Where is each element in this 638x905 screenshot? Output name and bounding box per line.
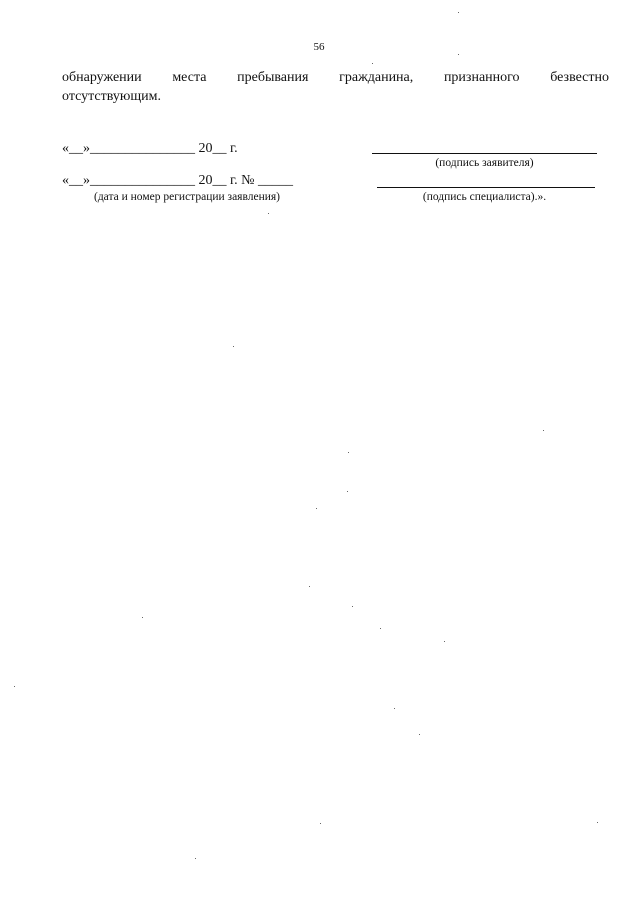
scan-speck [14, 686, 15, 687]
scan-speck [543, 430, 544, 431]
scan-speck [458, 12, 459, 13]
page-number: 56 [313, 41, 325, 53]
scan-speck [320, 823, 321, 824]
scan-speck [233, 346, 234, 347]
scan-speck [142, 617, 143, 618]
applicant-signature-line [372, 153, 597, 154]
specialist-signature-caption: (подпись специалиста).». [422, 191, 547, 203]
scan-speck [394, 708, 395, 709]
date-line-1: «__»_______________ 20__ г. [62, 141, 238, 156]
scan-speck [372, 63, 373, 64]
scan-speck [309, 586, 310, 587]
paragraph-line-1 [62, 68, 609, 87]
date-registration-caption: (дата и номер регистрации заявления) [93, 191, 281, 203]
scan-speck [348, 452, 349, 453]
word: места [172, 70, 207, 85]
applicant-signature-caption: (подпись заявителя) [435, 157, 534, 169]
scan-speck [419, 734, 420, 735]
date-line-2: «__»_______________ 20__ г. № _____ [62, 173, 294, 188]
scan-speck [268, 213, 269, 214]
word: безвестно [550, 70, 609, 85]
scan-speck [597, 822, 598, 823]
specialist-signature-line [377, 187, 595, 188]
scan-speck [444, 641, 445, 642]
scan-speck [380, 628, 381, 629]
scan-speck [316, 508, 317, 509]
word: пребывания [237, 70, 309, 85]
word: обнаружении [62, 70, 142, 85]
body-paragraph [62, 68, 609, 106]
word: признанного [443, 70, 520, 85]
scan-speck [458, 54, 459, 55]
word: гражданина, [339, 70, 414, 85]
scan-speck [352, 606, 353, 607]
scan-speck [347, 491, 348, 492]
paragraph-line-2: отсутствующим. [62, 89, 161, 104]
scan-speck [195, 858, 196, 859]
